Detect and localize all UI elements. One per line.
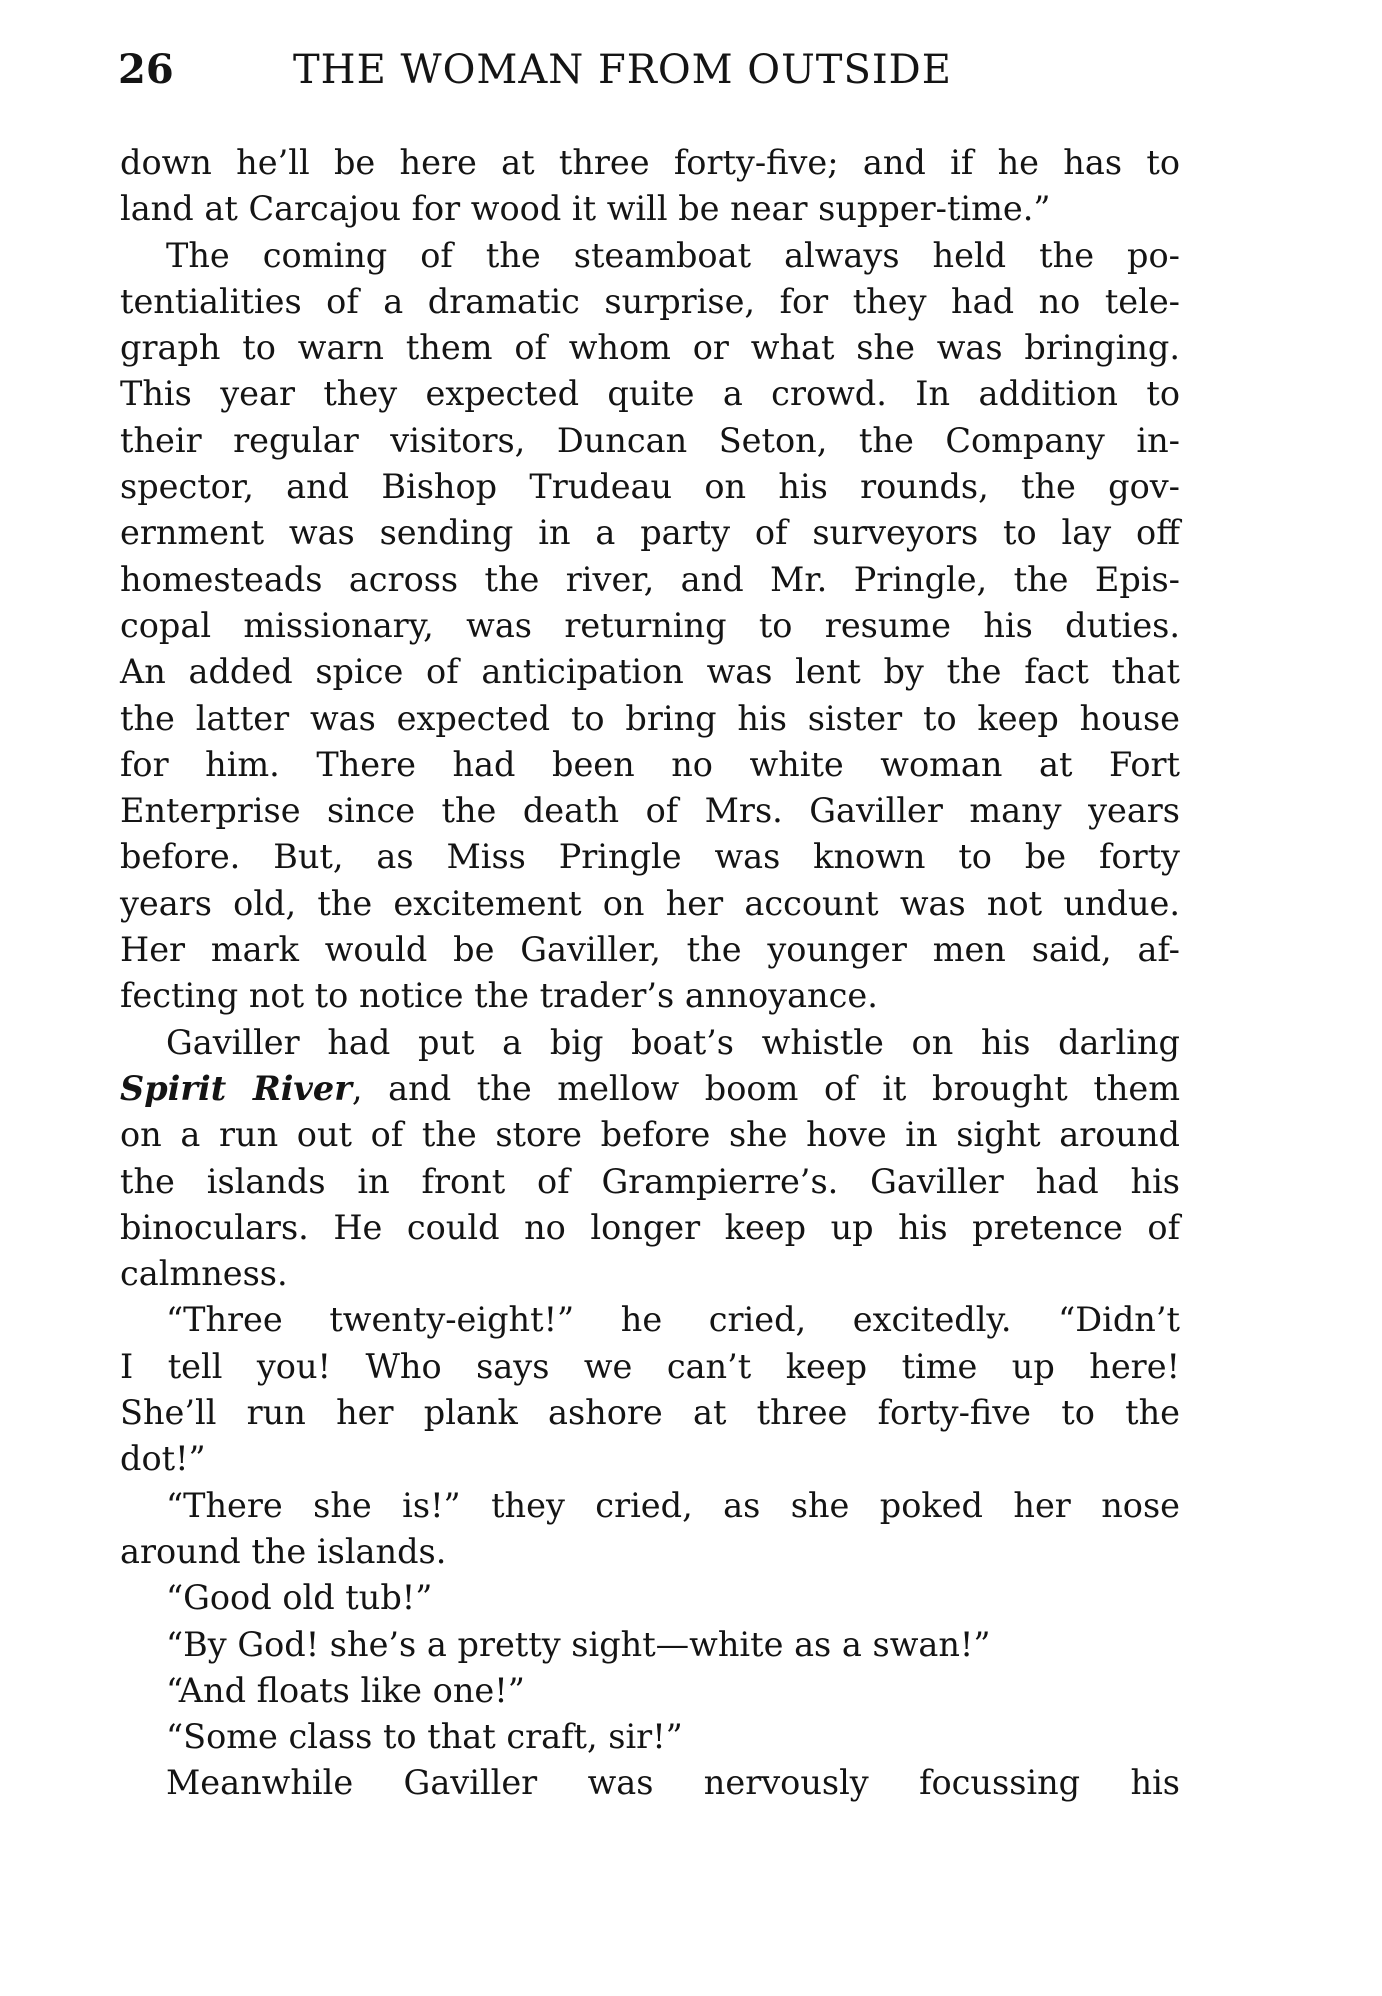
text-line: This year they expected quite a crowd. In addition to bbox=[120, 374, 1180, 414]
text-line: The coming of the steamboat always held the po- bbox=[166, 235, 1180, 275]
text-line: Enterprise since the death of Mrs. Gaviller many years bbox=[120, 791, 1180, 831]
text-line: tentialities of a dramatic surprise, for they had no tele- bbox=[120, 281, 1180, 321]
text-line: Meanwhile Gaviller was nervously focussing his bbox=[166, 1763, 1180, 1803]
text-line: She’ll run her plank ashore at three forty-five to the bbox=[120, 1393, 1180, 1433]
text-line: “By God! she’s a pretty sight—white as a swan!” bbox=[166, 1624, 991, 1664]
text-line: “Good old tub!” bbox=[166, 1578, 433, 1618]
page-header bbox=[118, 40, 1178, 100]
body-text bbox=[120, 140, 1180, 1807]
text-line: for him. There had been no white woman at Fort bbox=[120, 744, 1180, 784]
text-line: calmness. bbox=[120, 1254, 288, 1294]
text-line: ernment was sending in a party of surveyors to lay off bbox=[120, 513, 1180, 553]
text-line: down he’ll be here at three forty-five; and if he has to bbox=[120, 143, 1180, 182]
text-line: on a run out of the store before she hove in sight around bbox=[120, 1115, 1180, 1155]
text-line: before. But, as Miss Pringle was known to be forty bbox=[120, 837, 1180, 877]
text-segment: , and the mellow boom of it brought them bbox=[351, 1068, 1180, 1108]
text-line: Her mark would be Gaviller, the younger men said, af- bbox=[120, 930, 1180, 970]
text-line: their regular visitors, Duncan Seton, the Company in- bbox=[120, 420, 1180, 460]
text-line: “Some class to that craft, sir!” bbox=[166, 1717, 683, 1757]
text-line: spector, and Bishop Trudeau on his rounds, the gov- bbox=[120, 467, 1180, 507]
text-line: dot!” bbox=[120, 1439, 206, 1479]
text-line: “There she is!” they cried, as she poked her nose bbox=[166, 1485, 1180, 1525]
text-line: around the islands. bbox=[120, 1531, 447, 1571]
text-line: “Three twenty-eight!” he cried, excitedly. “Didn’t bbox=[166, 1300, 1180, 1340]
text-line: An added spice of anticipation was lent by the fact that bbox=[120, 652, 1180, 692]
text-line: I tell you! Who says we can’t keep time up here! bbox=[120, 1346, 1180, 1386]
text-line: the islands in front of Grampierre’s. Gaviller had his bbox=[120, 1161, 1180, 1201]
text-line: Gaviller had put a big boat’s whistle on his darling bbox=[166, 1022, 1180, 1062]
text-line: “And floats like one!” bbox=[166, 1670, 525, 1710]
text-line: years old, the excitement on her account was not undue. bbox=[120, 883, 1180, 923]
text-line: copal missionary, was returning to resume his duties. bbox=[120, 605, 1180, 645]
text-line: fecting not to notice the trader’s annoyance. bbox=[120, 976, 878, 1016]
text-line bbox=[120, 1066, 1180, 1112]
boat-name: Spirit River bbox=[120, 1068, 352, 1108]
text-line: homesteads across the river, and Mr. Pringle, the Epis- bbox=[120, 559, 1180, 599]
text-line: graph to warn them of whom or what she was bringing. bbox=[120, 328, 1180, 368]
text-line: the latter was expected to bring his sister to keep house bbox=[120, 698, 1180, 738]
page-number: 26 bbox=[118, 46, 174, 93]
text-line: binoculars. He could no longer keep up his pretence of bbox=[120, 1207, 1180, 1247]
running-title: THE WOMAN FROM OUTSIDE bbox=[293, 47, 952, 93]
text-line: land at Carcajou for wood it will be near supper-time.” bbox=[120, 189, 1051, 229]
